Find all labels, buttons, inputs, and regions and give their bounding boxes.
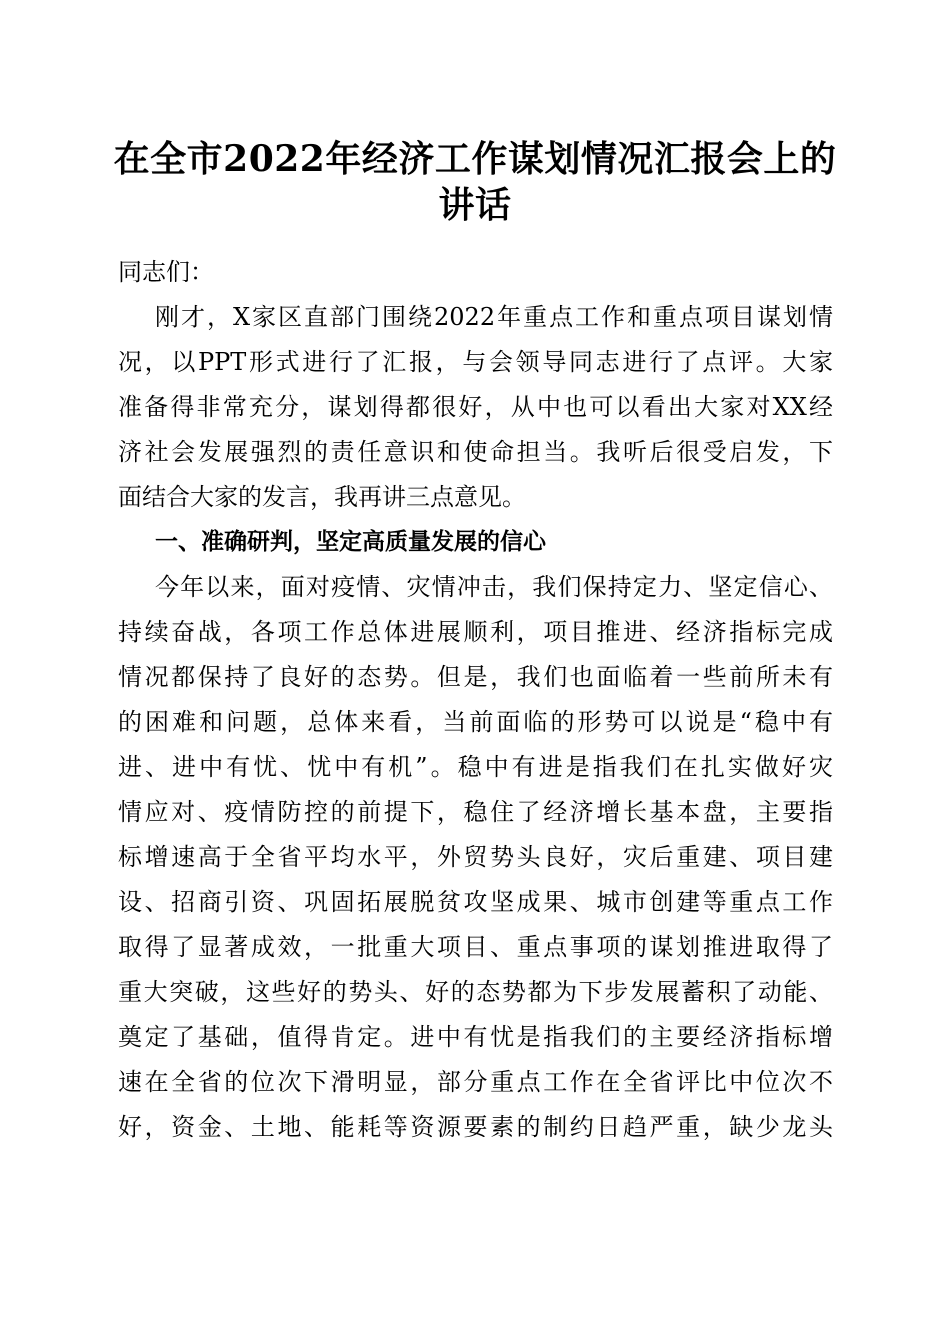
salutation: 同志们： xyxy=(118,258,214,286)
paragraph-line: 面结合大家的发言，我再讲三点意见。 xyxy=(118,483,526,511)
paragraph-line: 济社会发展强烈的责任意识和使命担当。我听后很受启发，下 xyxy=(118,438,833,466)
paragraph-line: 设、招商引资、巩固拓展脱贫攻坚成果、城市创建等重点工作 xyxy=(118,888,833,916)
paragraph-line: 准备得非常充分，谋划得都很好，从中也可以看出大家对XX经 xyxy=(118,393,833,421)
paragraph-line: 今年以来，面对疫情、灾情冲击，我们保持定力、坚定信心、 xyxy=(155,573,833,601)
paragraph-2 xyxy=(118,565,833,1150)
paragraph-line: 重大突破，这些好的势头、好的态势都为下步发展蓄积了动能、 xyxy=(118,978,833,1006)
paragraph-line: 标增速高于全省平均水平，外贸势头良好，灾后重建、项目建 xyxy=(118,843,833,871)
paragraph-line: 进、进中有忧、忧中有机”。稳中有进是指我们在扎实做好灾 xyxy=(118,753,833,781)
paragraph-line: 取得了显著成效，一批重大项目、重点事项的谋划推进取得了 xyxy=(118,933,833,961)
paragraph-line: 情况都保持了良好的态势。但是，我们也面临着一些前所未有 xyxy=(118,663,833,691)
paragraph-line: 的困难和问题，总体来看，当前面临的形势可以说是“稳中有 xyxy=(118,708,833,736)
paragraph-line: 刚才，X家区直部门围绕2022年重点工作和重点项目谋划情 xyxy=(155,303,833,331)
title-line-1: 在全市2022年经济工作谋划情况汇报会上的 xyxy=(113,138,837,180)
paragraph-line: 奠定了基础，值得肯定。进中有忧是指我们的主要经济指标增 xyxy=(118,1023,833,1051)
title-line-2: 讲话 xyxy=(438,184,512,226)
paragraph-1 xyxy=(118,295,833,520)
section-heading-1: 一、准确研判，坚定高质量发展的信心 xyxy=(155,529,546,555)
paragraph-line: 情应对、疫情防控的前提下，稳住了经济增长基本盘，主要指 xyxy=(118,798,833,826)
document-title xyxy=(100,136,850,228)
paragraph-line: 况，以PPT形式进行了汇报，与会领导同志进行了点评。大家 xyxy=(118,348,833,376)
document-body xyxy=(118,250,833,1150)
paragraph-line: 持续奋战，各项工作总体进展顺利，项目推进、经济指标完成 xyxy=(118,618,833,646)
paragraph-line: 好，资金、土地、能耗等资源要素的制约日趋严重，缺少龙头 xyxy=(118,1113,833,1141)
paragraph-line: 速在全省的位次下滑明显，部分重点工作在全省评比中位次不 xyxy=(118,1068,833,1096)
